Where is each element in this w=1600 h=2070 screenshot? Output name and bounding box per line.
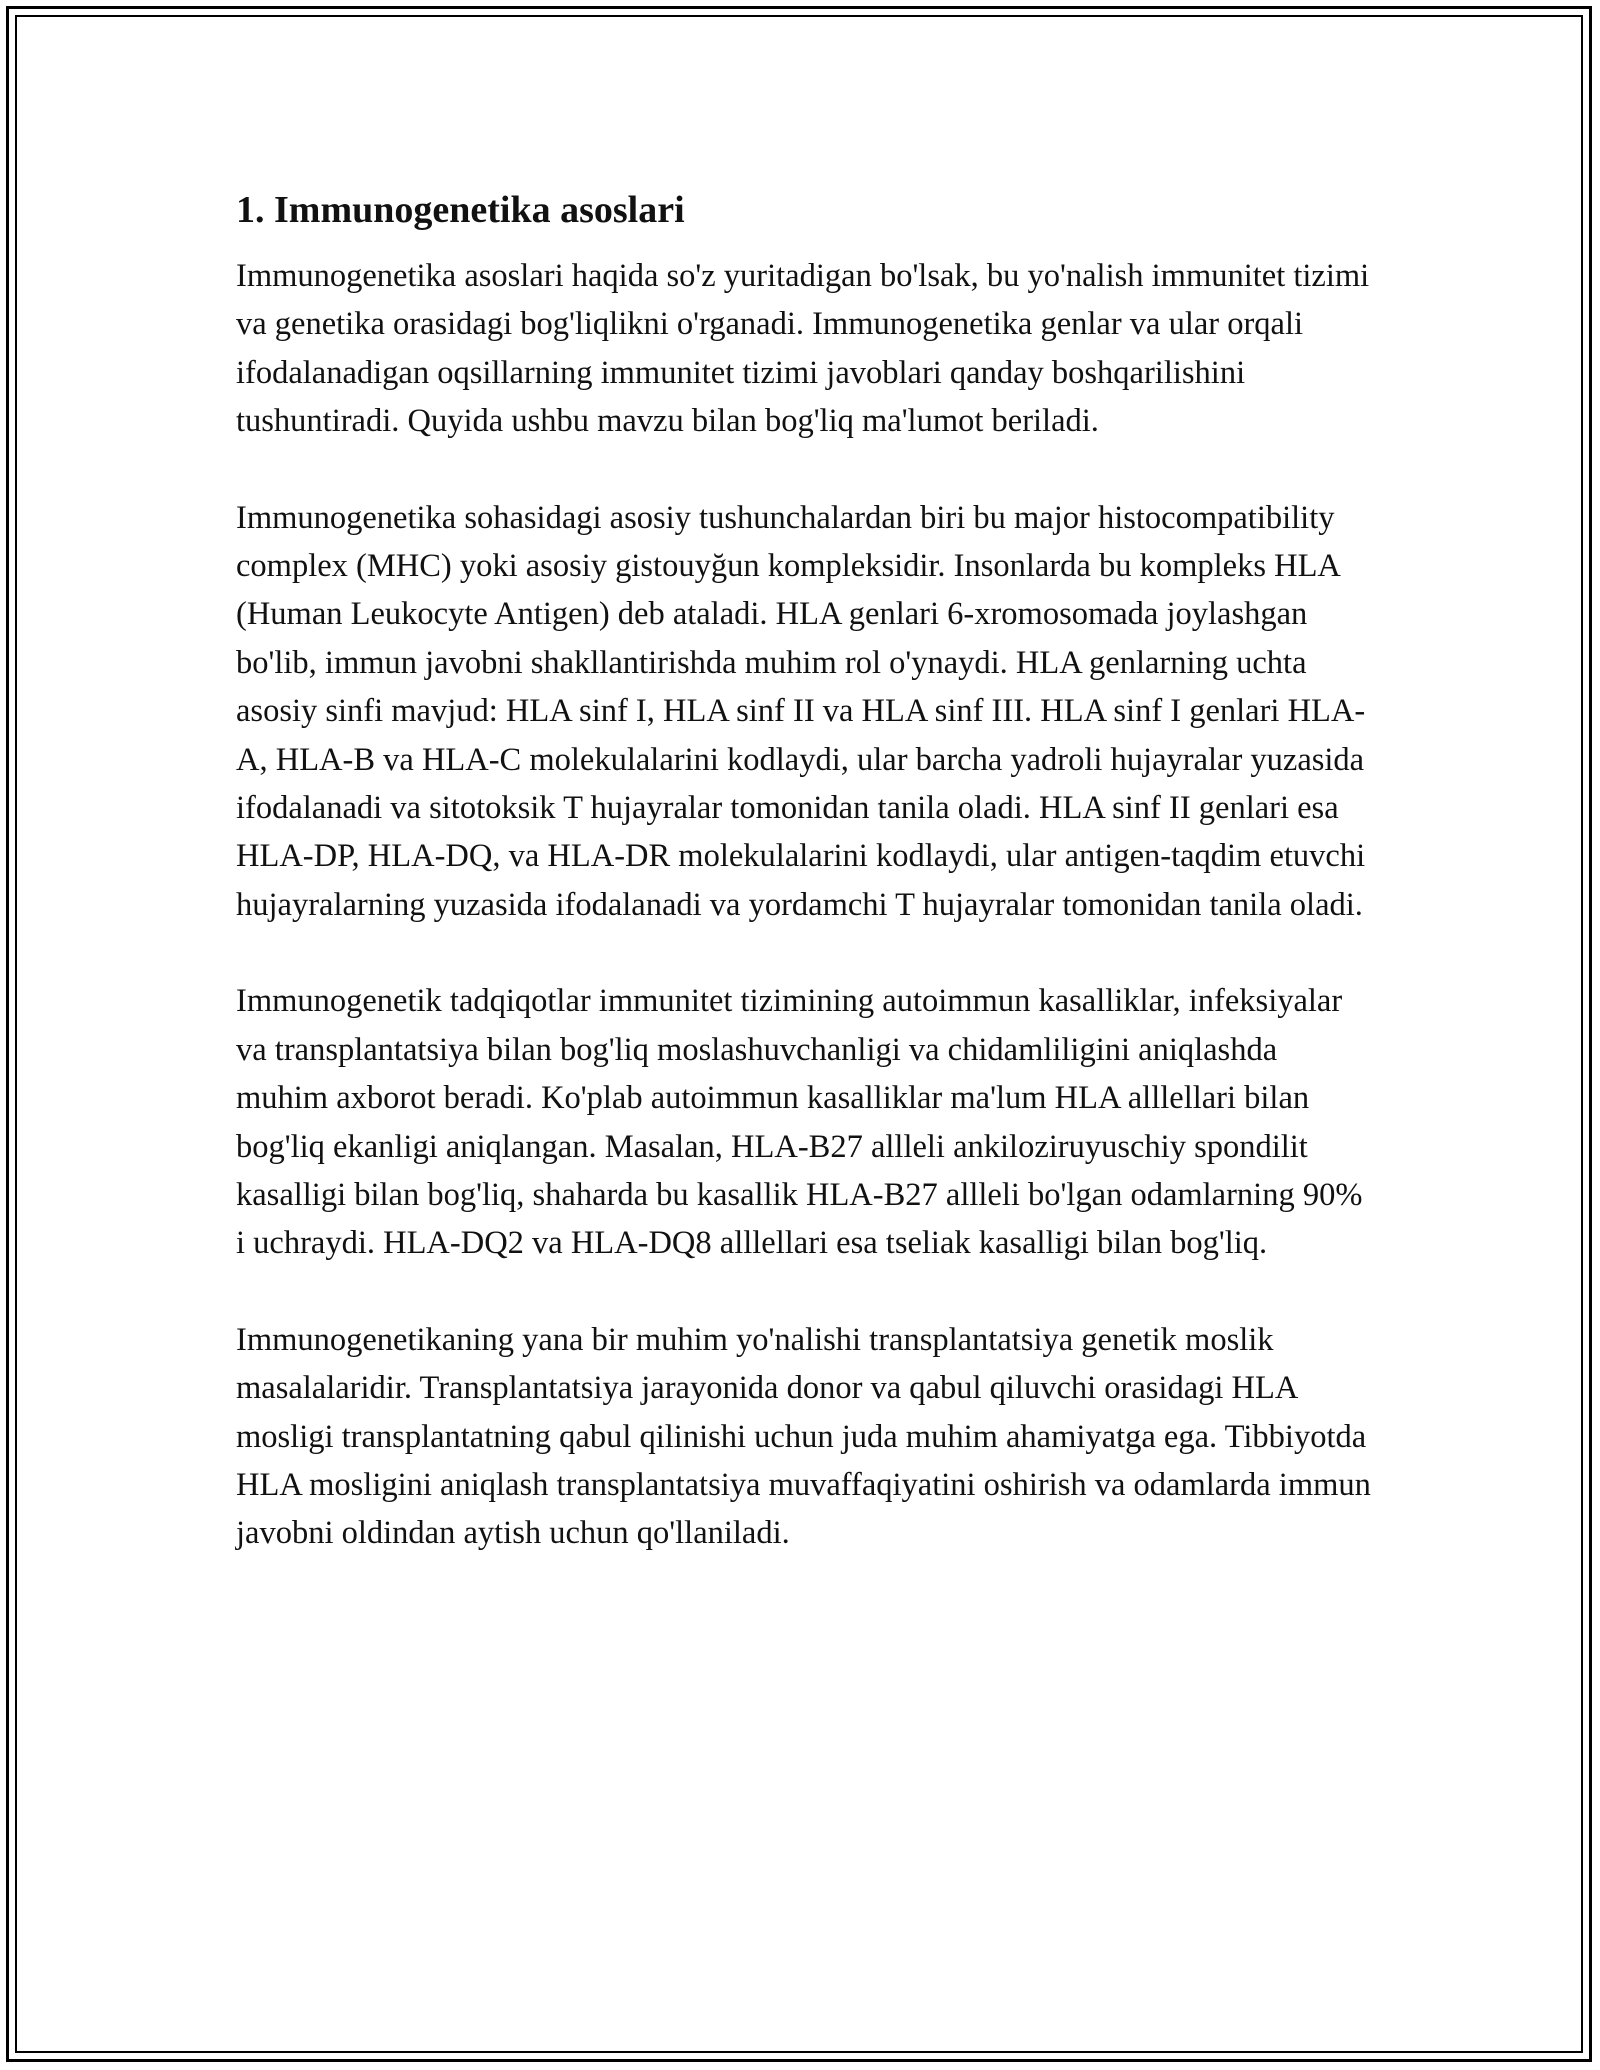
paragraph-intro: Immunogenetika asoslari haqida so'z yuritadigan bo'lsak, bu yo'nalish immunitet tizimi va genetika orasidagi bog'liqlikni o'rganadi. Immunogenetika genlar va ular orqali ifodalanadigan oqsillarning immunitet tizimi javoblari qanday boshqarilishini tushuntiradi. Quyida ushbu mavzu bilan bog'liq ma'lumot beriladi. xyxy=(236,258,1370,440)
paragraph-mhc-hla: Immunogenetika sohasidagi asosiy tushunchalardan biri bu major histocompatibility complex (MHC) yoki asosiy gistouyğun kompleksidir. Insonlarda bu kompleks HLA (Human Leukocyte Antigen) deb ataladi. HLA genlari 6-xromosomada joylashgan bo'lib, immun javobni shakllantirishda muhim rol o'ynaydi. HLA genlarning uchta asosiy sinfi mavjud: HLA sinf I, HLA sinf II va HLA sinf III. HLA sinf I genlari HLA-A, HLA-B va HLA-C molekulalarini kodlaydi, ular barcha yadroli hujayralar yuzasida ifodalanadi va sitotoksik T hujayralar tomonidan tanila oladi. HLA sinf II genlari esa HLA-DP, HLA-DQ, va HLA-DR molekulalarini kodlaydi, ular antigen-taqdim etuvchi hujayralarning yuzasida ifodalanadi va yordamchi T hujayralar tomonidan tanila oladi. xyxy=(236,499,1366,923)
section-title: 1. Immunogenetika asoslari xyxy=(236,189,685,231)
document-body xyxy=(236,186,1376,1606)
paragraph-transplantation: Immunogenetikaning yana bir muhim yo'nalishi transplantatsiya genetik moslik masalalaridir. Transplantatsiya jarayonida donor va qabul qiluvchi orasidagi HLA mosligi transplantatning qabul qilinishi uchun juda muhim ahamiyatga ega. Tibbiyotda HLA mosligini aniqlash transplantatsiya muvaffaqiyatini oshirish va odamlarda immun javobni oldindan aytish uchun qo'llaniladi. xyxy=(236,1321,1371,1552)
paragraph-research: Immunogenetik tadqiqotlar immunitet tizimining autoimmun kasalliklar, infeksiyalar va transplantatsiya bilan bog'liq moslashuvchanligi va chidamliligini aniqlashda muhim axborot beradi. Ko'plab autoimmun kasalliklar ma'lum HLA alllellari bilan bog'liq ekanligi aniqlangan. Masalan, HLA-B27 allleli ankiloziruyuschiy spondilit kasalligi bilan bog'liq, shaharda bu kasallik HLA-B27 allleli bo'lgan odamlarning 90% i uchraydi. HLA-DQ2 va HLA-DQ8 alllellari esa tseliak kasalligi bilan bog'liq. xyxy=(236,983,1363,1262)
